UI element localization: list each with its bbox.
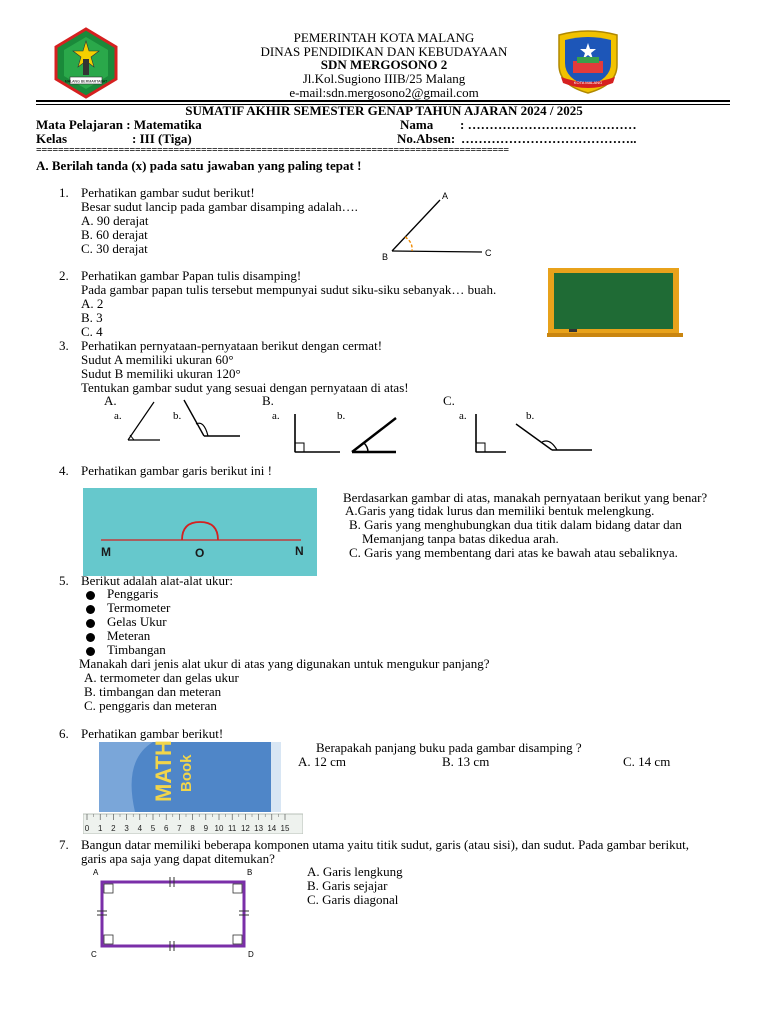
bullet-icon [86, 633, 95, 642]
ruler-tick-label: 9 [203, 824, 209, 833]
q3-a-sub-a: a. [114, 410, 122, 422]
right-logo-caption: KOTA MALANG [573, 80, 603, 85]
rectangle-figure [88, 866, 260, 960]
ruler-tick-label: 3 [124, 824, 129, 833]
q7-option-a[interactable]: A. Garis lengkung [307, 864, 403, 879]
q7-label-b: B [247, 868, 253, 877]
class-value: : III (Tiga) [132, 131, 192, 146]
q4-number: 4. [59, 463, 69, 478]
q1-label-b: B [382, 252, 389, 262]
subject-label: Mata Pelajaran : Matematika [36, 117, 202, 132]
q5-item-3: Gelas Ukur [107, 614, 167, 629]
absen-label: No.Absen: [397, 131, 456, 146]
header-line1: PEMERINTAH KOTA MALANG [293, 30, 475, 45]
ruler-tick-label: 5 [150, 824, 156, 833]
bullet-icon [86, 647, 95, 656]
left-logo-caption: MALANG BERMARTABAT [64, 79, 108, 84]
q5-item-1: Penggaris [107, 586, 159, 601]
q3-b-sub-a: a. [272, 410, 280, 422]
ruler-tick-label: 11 [228, 824, 237, 833]
q3-b-sub-b: b. [337, 410, 346, 422]
q5-option-b[interactable]: B. timbangan dan meteran [84, 684, 222, 699]
name-label: Nama [400, 117, 434, 132]
q3-statement-a: Sudut A memiliki ukuran 60° [81, 352, 234, 367]
ruler-tick-label: 6 [163, 824, 169, 833]
q3-question: Tentukan gambar sudut yang sesuai dengan pernyataan di atas! [81, 380, 409, 395]
bullet-icon [86, 591, 95, 600]
q6-question: Berapakah panjang buku pada gambar disamping ? [316, 740, 582, 755]
ruler-tick-label: 12 [240, 824, 250, 833]
q6-text: Perhatikan gambar berikut! [81, 726, 224, 741]
q6-number: 6. [59, 726, 69, 741]
ruler-tick-label: 10 [214, 824, 224, 833]
q6-option-c[interactable]: C. 14 cm [623, 754, 671, 769]
q4-option-b[interactable]: B. Garis yang menghubungkan dua titik dalam bidang datar dan [349, 517, 682, 532]
q1-option-b[interactable]: B. 60 derajat [81, 227, 148, 242]
q2-question: Pada gambar papan tulis tersebut mempunyai sudut siku-siku sebanyak… buah. [81, 282, 497, 297]
q5-item-4: Meteran [107, 628, 151, 643]
header-rule-top [36, 100, 730, 102]
q3-c-sub-a: a. [459, 410, 467, 422]
q3-text: Perhatikan pernyataan-pernyataan berikut dengan cermat! [81, 338, 383, 353]
q1-label-a: A [442, 191, 449, 201]
ruler-tick-label: 1 [97, 824, 103, 833]
q3-angle-figures [100, 393, 600, 458]
q7-option-b[interactable]: B. Garis sejajar [307, 878, 388, 893]
q4-option-a[interactable]: A.Garis yang tidak lurus dan memiliki bentuk melengkung. [345, 503, 655, 518]
ruler-tick-label: 2 [111, 824, 116, 833]
q1-option-a[interactable]: A. 90 derajat [81, 213, 149, 228]
q3-a-obtuse-angle [184, 400, 240, 436]
q4-label-o: O [195, 546, 205, 560]
q7-label-d: D [248, 950, 254, 959]
school-address: Jl.Kol.Sugiono IIIB/25 Malang [302, 71, 466, 86]
bullet-icon [86, 619, 95, 628]
absen-field[interactable]: ………………………………….. [461, 131, 637, 146]
q3-option-a[interactable]: A. [104, 393, 117, 408]
q3-c-right-angle [476, 414, 506, 452]
name-field[interactable]: : ………………………………… [460, 117, 637, 132]
q2-option-b[interactable]: B. 3 [81, 310, 103, 325]
q1-angle-figure [378, 188, 498, 264]
q3-option-b[interactable]: B. [262, 393, 274, 408]
section-a-instruction: A. Berilah tanda (x) pada satu jawaban yang paling tepat ! [36, 158, 362, 173]
q5-item-5: Timbangan [107, 642, 166, 657]
q3-c-sub-b: b. [526, 410, 535, 422]
ruler-tick-label: 7 [177, 824, 182, 833]
q3-b-right-angle [295, 414, 340, 452]
q4-question: Berdasarkan gambar di atas, manakah pernyataan berikut yang benar? [343, 490, 708, 505]
ruler-tick-label: 13 [254, 824, 264, 833]
q4-text: Perhatikan gambar garis berikut ini ! [81, 463, 272, 478]
q6-option-a[interactable]: A. 12 cm [298, 754, 347, 769]
q5-option-c[interactable]: C. penggaris dan meteran [84, 698, 217, 713]
q5-question: Manakah dari jenis alat ukur di atas yang digunakan untuk mengukur panjang? [79, 656, 490, 671]
book-ruler-image [83, 740, 303, 834]
q3-statement-b: Sudut B memiliki ukuran 120° [81, 366, 241, 381]
ruler-tick-label: 0 [84, 824, 90, 833]
q3-b-acute-angle [352, 418, 396, 452]
q1-text: Perhatikan gambar sudut berikut! [81, 185, 255, 200]
q2-number: 2. [59, 268, 69, 283]
ruler-tick-label: 4 [137, 824, 143, 833]
q1-question: Besar sudut lancip pada gambar disamping adalah…. [81, 199, 358, 214]
q4-label-m: M [101, 545, 111, 559]
school-email: e-mail:sdn.mergosono2@gmail.com [289, 85, 479, 100]
ruler-tick-label: 15 [280, 824, 290, 833]
exam-title: SUMATIF AKHIR SEMESTER GENAP TAHUN AJARAN 2024 / 2025 [185, 103, 583, 118]
book-title-book: Book [178, 754, 195, 792]
q5-text: Berikut adalah alat-alat ukur: [81, 573, 233, 588]
q5-option-a[interactable]: A. termometer dan gelas ukur [84, 670, 239, 685]
q2-option-a[interactable]: A. 2 [81, 296, 104, 311]
q7-option-c[interactable]: C. Garis diagonal [307, 892, 399, 907]
q2-text: Perhatikan gambar Papan tulis disamping! [81, 268, 302, 283]
q6-option-b[interactable]: B. 13 cm [442, 754, 490, 769]
q3-number: 3. [59, 338, 69, 353]
q7-text: Bangun datar memiliki beberapa komponen utama yaitu titik sudut, garis (atau sisi), dan sudut. Pada gambar berikut, [81, 837, 689, 852]
q4-option-b-cont: Memanjang tanpa batas dikedua arah. [362, 531, 559, 546]
q3-c-obtuse-angle [516, 424, 592, 450]
header-line2: DINAS PENDIDIKAN DAN KEBUDAYAAN [260, 44, 508, 59]
q1-number: 1. [59, 185, 69, 200]
q2-option-c[interactable]: C. 4 [81, 324, 103, 339]
q7-number: 7. [59, 837, 69, 852]
q3-a-sub-b: b. [173, 410, 182, 422]
q5-item-2: Termometer [107, 600, 171, 615]
q1-option-c[interactable]: C. 30 derajat [81, 241, 148, 256]
q7-text-cont: garis apa saja yang dapat ditemukan? [81, 851, 275, 866]
divider-line: ====================================================================================== [36, 145, 509, 156]
q5-number: 5. [59, 573, 69, 588]
school-name: SDN MERGOSONO 2 [320, 57, 448, 72]
bullet-icon [86, 605, 95, 614]
q3-a-acute-angle [128, 402, 160, 440]
ruler-tick-label: 14 [267, 824, 277, 833]
ruler-tick-label: 8 [190, 824, 195, 833]
q4-line-figure [83, 488, 317, 576]
q4-option-c[interactable]: C. Garis yang membentang dari atas ke bawah atau sebaliknya. [349, 545, 678, 560]
blackboard-image [547, 267, 683, 339]
book-title-math: MATH [151, 740, 176, 802]
q7-label-c: C [91, 950, 97, 959]
class-label: Kelas [36, 131, 68, 146]
q7-label-a: A [93, 868, 99, 877]
q3-option-c[interactable]: C. [443, 393, 455, 408]
q4-label-n: N [295, 544, 304, 558]
q1-label-c: C [485, 248, 492, 258]
